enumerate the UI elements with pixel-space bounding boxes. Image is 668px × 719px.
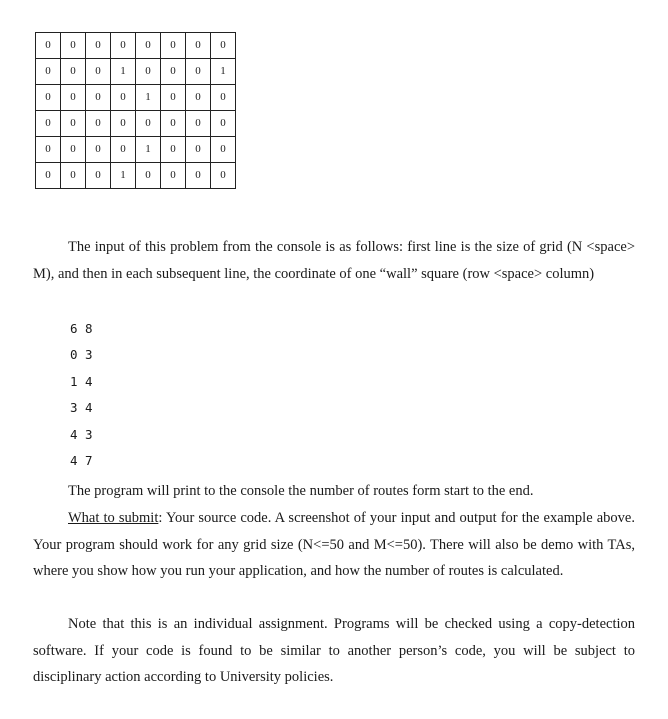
grid-cell: 0 (211, 85, 236, 111)
grid-cell: 0 (86, 59, 111, 85)
grid-row (36, 59, 236, 85)
grid-cell: 0 (186, 111, 211, 137)
grid-cell: 0 (161, 33, 186, 59)
grid-cell: 0 (61, 163, 86, 189)
note-paragraph (33, 611, 635, 691)
grid-cell: 0 (61, 85, 86, 111)
grid-cell: 0 (186, 137, 211, 163)
grid-cell: 0 (186, 33, 211, 59)
grid-cell: 0 (136, 163, 161, 189)
example-input-block (70, 316, 93, 474)
grid-cell: 0 (86, 137, 111, 163)
grid-cell: 1 (136, 85, 161, 111)
input-line: 6 8 (70, 321, 93, 336)
grid-cell: 0 (161, 163, 186, 189)
grid-body (36, 33, 236, 189)
grid-cell: 0 (86, 111, 111, 137)
grid-cell: 0 (36, 59, 61, 85)
grid-cell: 0 (36, 163, 61, 189)
grid-cell: 0 (36, 111, 61, 137)
grid-cell: 0 (211, 33, 236, 59)
grid-cell: 0 (86, 33, 111, 59)
submit-text: : Your source code. A screenshot of your input and output for the example above. Your program should work for any grid size (N<=50 and M<=50). There will also be demo with TAs, where you show how you run your application, and how the number of routes is calculated. (33, 510, 635, 579)
submit-paragraph (33, 505, 635, 585)
grid-cell: 0 (86, 85, 111, 111)
grid-cell: 0 (161, 85, 186, 111)
grid-cell: 0 (36, 33, 61, 59)
input-line: 4 7 (70, 453, 93, 469)
submit-label: What to submit (68, 510, 159, 526)
grid-cell: 0 (136, 33, 161, 59)
grid-cell: 1 (111, 59, 136, 85)
grid-cell: 0 (186, 163, 211, 189)
grid-cell: 0 (186, 85, 211, 111)
note-text: Note that this is an individual assignment. Programs will be checked using a copy-detection software. If your code is found to be similar to another person’s code, you will be subject to disciplinary action according to University policies. (33, 616, 635, 685)
output-paragraph (33, 478, 635, 505)
grid-row (36, 33, 236, 59)
grid-cell: 0 (136, 59, 161, 85)
grid-cell: 0 (186, 59, 211, 85)
grid-cell: 0 (111, 33, 136, 59)
grid-cell: 0 (61, 33, 86, 59)
input-line: 3 4 (70, 400, 93, 416)
input-line: 0 3 (70, 347, 93, 363)
grid-cell: 0 (211, 163, 236, 189)
grid-cell: 0 (36, 85, 61, 111)
grid-row (36, 111, 236, 137)
example-grid (35, 32, 236, 189)
grid-cell: 0 (136, 111, 161, 137)
intro-paragraph (33, 234, 635, 287)
input-line: 4 3 (70, 426, 93, 442)
grid-cell: 1 (136, 137, 161, 163)
grid-cell: 1 (211, 59, 236, 85)
grid-cell: 0 (36, 137, 61, 163)
grid-cell: 0 (111, 137, 136, 163)
grid-row (36, 85, 236, 111)
grid-cell: 0 (211, 111, 236, 137)
grid-cell: 0 (86, 163, 111, 189)
grid-cell: 0 (111, 111, 136, 137)
grid-cell: 0 (111, 85, 136, 111)
grid-cell: 0 (61, 137, 86, 163)
grid-row (36, 137, 236, 163)
grid-cell: 0 (61, 59, 86, 85)
grid-cell: 0 (161, 111, 186, 137)
grid-cell: 0 (161, 59, 186, 85)
input-line: 1 4 (70, 373, 93, 389)
grid-cell: 1 (111, 163, 136, 189)
intro-text: The input of this problem from the console is as follows: first line is the size of grid (N <space> M), and then in each subsequent line, the coordinate of one “wall” square (row <space> column) (33, 239, 635, 282)
grid-cell: 0 (161, 137, 186, 163)
grid-cell: 0 (211, 137, 236, 163)
grid-row (36, 163, 236, 189)
grid-cell: 0 (61, 111, 86, 137)
output-text: The program will print to the console the number of routes form start to the end. (68, 483, 534, 499)
